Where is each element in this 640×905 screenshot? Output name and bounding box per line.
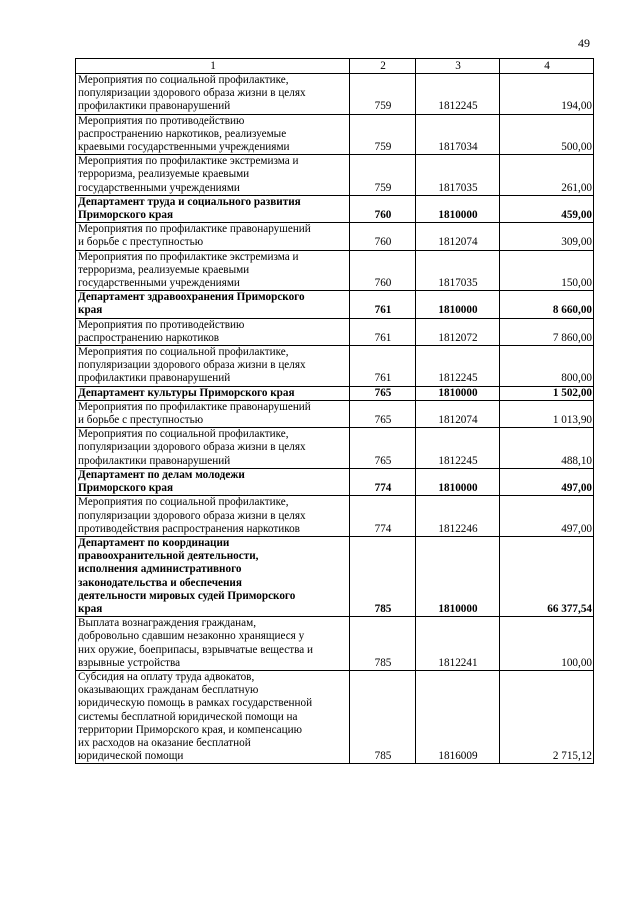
row-target-code: 1817034 [416, 114, 500, 155]
row-target-code: 1812245 [416, 428, 500, 469]
description-line: распространению наркотиков [78, 331, 220, 344]
table-row [76, 114, 594, 155]
description-line: Департамент труда и социального развития [78, 195, 301, 208]
row-target-code: 1812245 [416, 346, 500, 387]
row-code: 765 [350, 400, 416, 427]
row-description [76, 114, 350, 155]
row-target-code: 1810000 [416, 195, 500, 222]
row-target-code: 1812074 [416, 223, 500, 250]
description-line: Мероприятия по противодействию [78, 318, 245, 331]
table-row [76, 223, 594, 250]
table-header-row [76, 59, 594, 74]
row-target-code: 1817035 [416, 155, 500, 196]
row-description [76, 195, 350, 222]
description-line: Мероприятия по профилактике экстремизма и [78, 155, 299, 168]
row-amount: 497,00 [500, 468, 594, 495]
row-code: 759 [350, 114, 416, 155]
row-target-code: 1812241 [416, 617, 500, 671]
row-description [76, 155, 350, 196]
description-line: Департамент культуры Приморского края [78, 386, 295, 399]
description-line: Департамент по координации [78, 536, 230, 549]
department-row [76, 386, 594, 400]
row-amount: 66 377,54 [500, 536, 594, 616]
row-description [76, 428, 350, 469]
description-line: исполнения административного [78, 563, 242, 576]
description-line: законодательства и обеспечения [78, 576, 242, 589]
description-line: Мероприятия по профилактике экстремизма и [78, 250, 299, 263]
table-row [76, 400, 594, 427]
description-line: профилактики правонарушений [78, 100, 231, 113]
department-row [76, 291, 594, 318]
row-description [76, 74, 350, 115]
description-line: добровольно сдавшим незаконно хранящиеся у [78, 630, 305, 643]
description-line: края [78, 602, 103, 615]
description-line: популяризации здорового образа жизни в целях [78, 509, 306, 522]
row-target-code: 1812245 [416, 74, 500, 115]
description-line: Мероприятия по противодействию [78, 114, 245, 127]
description-line: и борьбе с преступностью [78, 236, 204, 249]
row-amount: 500,00 [500, 114, 594, 155]
table-row [76, 250, 594, 291]
table-row [76, 428, 594, 469]
row-code: 774 [350, 468, 416, 495]
row-code: 760 [350, 250, 416, 291]
row-code: 774 [350, 496, 416, 537]
row-code: 785 [350, 670, 416, 763]
row-amount: 100,00 [500, 617, 594, 671]
row-target-code: 1812072 [416, 318, 500, 345]
description-line: Мероприятия по социальной профилактике, [78, 74, 289, 86]
description-line: деятельности мировых судей Приморского [78, 589, 296, 602]
description-line: Мероприятия по социальной профилактике, [78, 496, 289, 509]
table-row [76, 346, 594, 387]
description-line: взрывные устройства [78, 656, 181, 669]
row-description [76, 496, 350, 537]
row-amount: 1 502,00 [500, 386, 594, 400]
row-target-code: 1812074 [416, 400, 500, 427]
budget-table [75, 58, 594, 764]
row-amount: 488,10 [500, 428, 594, 469]
row-amount: 800,00 [500, 346, 594, 387]
row-description [76, 223, 350, 250]
description-line: государственными учреждениями [78, 277, 240, 290]
description-line: Мероприятия по социальной профилактике, [78, 346, 289, 359]
row-target-code: 1810000 [416, 468, 500, 495]
header-col-3: 3 [416, 59, 500, 74]
row-amount: 150,00 [500, 250, 594, 291]
description-line: профилактики правонарушений [78, 454, 231, 467]
row-amount: 2 715,12 [500, 670, 594, 763]
description-line: территории Приморского края, и компенсацию [78, 723, 302, 736]
description-line: популяризации здорового образа жизни в целях [78, 87, 306, 100]
table-row [76, 670, 594, 763]
description-line: популяризации здорового образа жизни в целях [78, 441, 306, 454]
row-description [76, 346, 350, 387]
row-code: 761 [350, 318, 416, 345]
row-amount: 1 013,90 [500, 400, 594, 427]
description-line: популяризации здорового образа жизни в целях [78, 359, 306, 372]
row-amount: 497,00 [500, 496, 594, 537]
row-target-code: 1810000 [416, 291, 500, 318]
description-line: системы бесплатной юридической помощи на [78, 710, 298, 723]
row-code: 785 [350, 536, 416, 616]
row-code: 760 [350, 195, 416, 222]
description-line: государственными учреждениями [78, 181, 240, 194]
description-line: и борьбе с преступностью [78, 414, 204, 427]
row-code: 759 [350, 74, 416, 115]
header-col-4: 4 [500, 59, 594, 74]
row-description [76, 617, 350, 671]
row-amount: 194,00 [500, 74, 594, 115]
description-line: Мероприятия по профилактике правонарушений [78, 400, 311, 413]
row-code: 765 [350, 428, 416, 469]
row-amount: 309,00 [500, 223, 594, 250]
row-description [76, 291, 350, 318]
description-line: оказывающих гражданам бесплатную [78, 684, 259, 697]
description-line: края [78, 304, 103, 317]
row-description [76, 250, 350, 291]
department-row [76, 195, 594, 222]
table-row [76, 74, 594, 115]
header-col-1: 1 [76, 59, 350, 74]
description-line: противодействия распространения наркотиков [78, 522, 300, 535]
description-line: Мероприятия по социальной профилактике, [78, 428, 289, 441]
row-description [76, 318, 350, 345]
table-row [76, 617, 594, 671]
description-line: Приморского края [78, 482, 174, 495]
description-line: терроризма, реализуемые краевыми [78, 168, 250, 181]
description-line: терроризма, реализуемые краевыми [78, 263, 250, 276]
row-target-code: 1816009 [416, 670, 500, 763]
department-row [76, 536, 594, 616]
description-line: их расходов на оказание бесплатной [78, 736, 251, 749]
description-line: них оружие, боеприпасы, взрывчатые вещества и [78, 643, 314, 656]
row-description [76, 468, 350, 495]
row-target-code: 1817035 [416, 250, 500, 291]
table-row [76, 155, 594, 196]
row-amount: 7 860,00 [500, 318, 594, 345]
row-code: 765 [350, 386, 416, 400]
description-line: Приморского края [78, 209, 174, 222]
description-line: правоохранительной деятельности, [78, 550, 259, 563]
row-code: 785 [350, 617, 416, 671]
row-code: 761 [350, 346, 416, 387]
row-target-code: 1810000 [416, 386, 500, 400]
table-row [76, 318, 594, 345]
row-code: 759 [350, 155, 416, 196]
row-target-code: 1810000 [416, 536, 500, 616]
description-line: профилактики правонарушений [78, 372, 231, 385]
description-line: Департамент здравоохранения Приморского [78, 291, 305, 304]
description-line: Департамент по делам молодежи [78, 468, 245, 481]
row-description [76, 386, 350, 400]
row-description [76, 670, 350, 763]
description-line: распространению наркотиков, реализуемые [78, 127, 287, 140]
row-amount: 261,00 [500, 155, 594, 196]
page-number: 49 [578, 36, 590, 50]
description-line: Субсидия на оплату труда адвокатов, [78, 670, 255, 683]
description-line: юридическую помощь в рамках государственной [78, 697, 313, 710]
description-line: юридической помощи [78, 750, 184, 763]
row-description [76, 536, 350, 616]
description-line: Мероприятия по профилактике правонарушений [78, 223, 311, 236]
row-description [76, 400, 350, 427]
header-col-2: 2 [350, 59, 416, 74]
row-amount: 459,00 [500, 195, 594, 222]
department-row [76, 468, 594, 495]
table-row [76, 496, 594, 537]
row-code: 760 [350, 223, 416, 250]
description-line: Выплата вознаграждения гражданам, [78, 617, 257, 630]
row-code: 761 [350, 291, 416, 318]
row-target-code: 1812246 [416, 496, 500, 537]
description-line: краевыми государственными учреждениями [78, 141, 290, 154]
row-amount: 8 660,00 [500, 291, 594, 318]
